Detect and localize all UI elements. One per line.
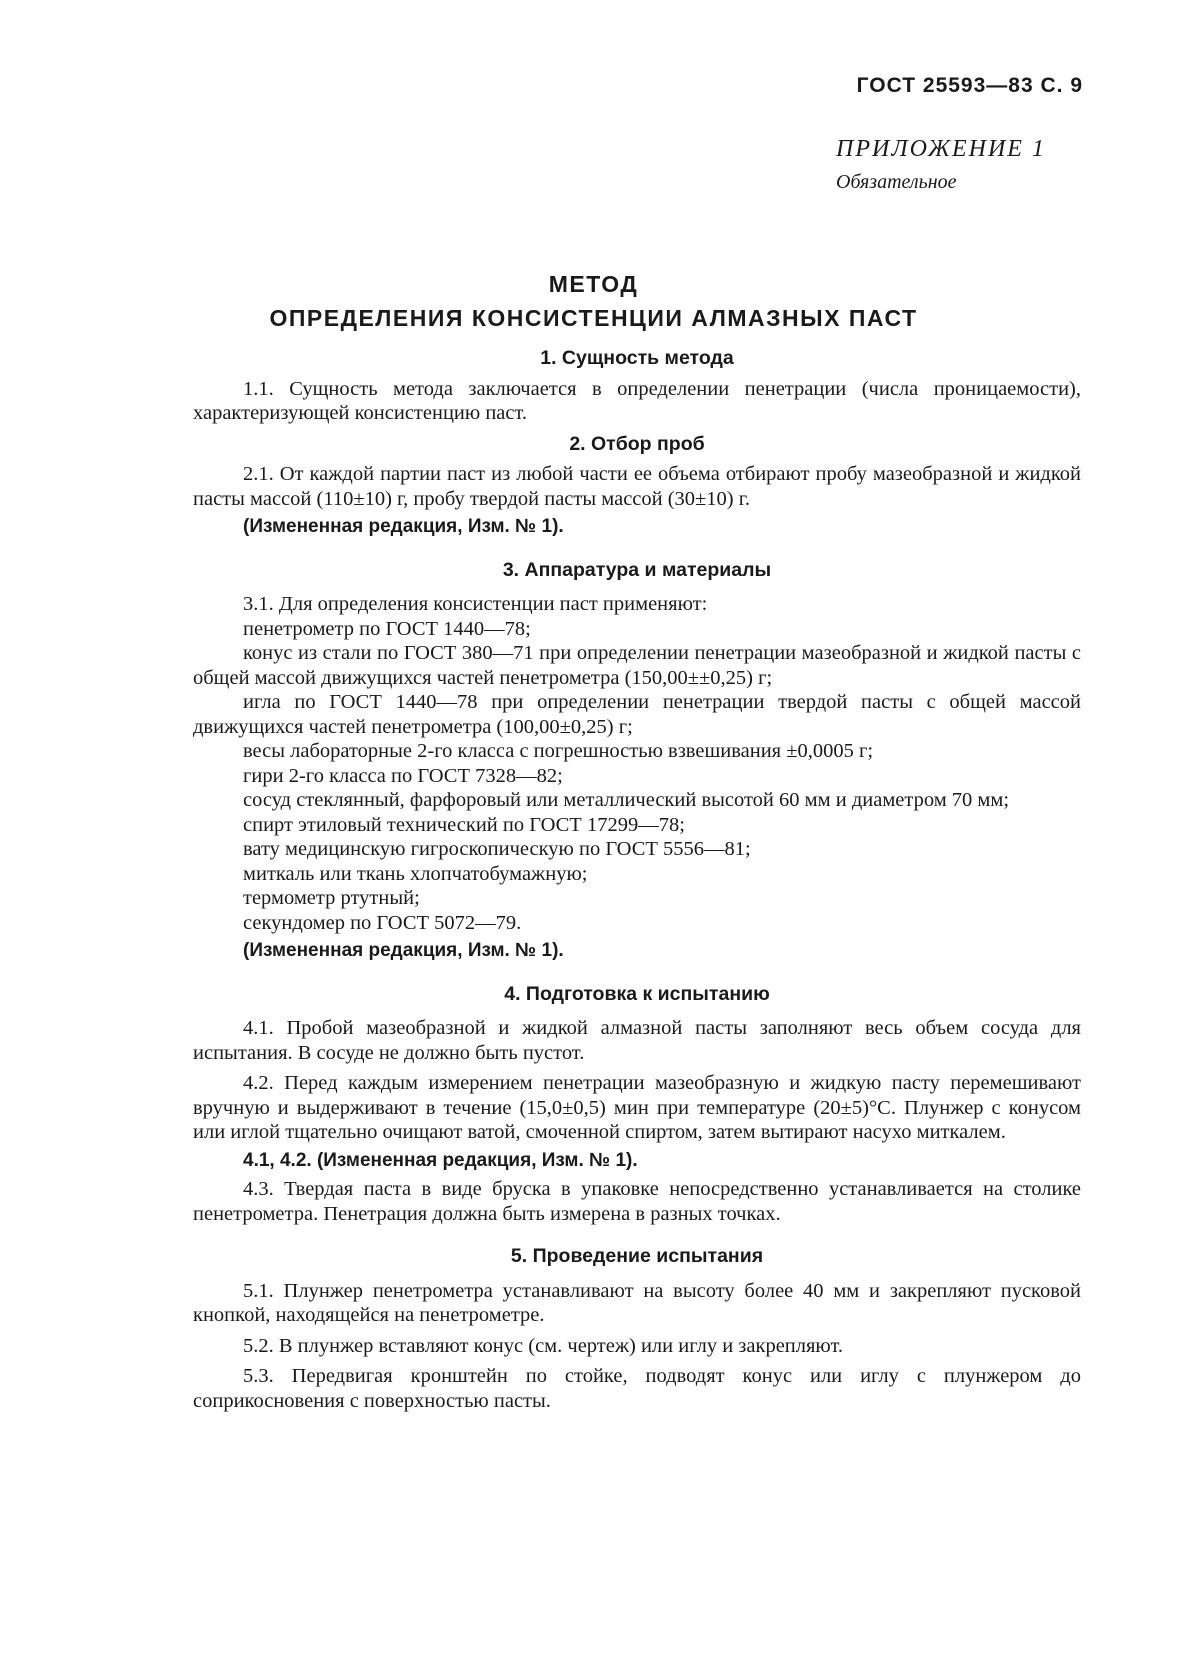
amendment-note-4: 4.1, 4.2. (Измененная редакция, Изм. № 1).: [243, 1149, 638, 1171]
paragraph-4-2: 4.2. Перед каждым измерением пенетрации мазеобразную и жидкую пасту перемешивают вручную и выдерживают в течение (15,0±0,5) мин при температуре (20±5)°С. Плунжер с конусом или иглой тщательно очищают ватой, смоченной спиртом, затем вытирают насухо миткалем.: [193, 1072, 1081, 1143]
amendment-note-3: (Измененная редакция, Изм. № 1).: [243, 940, 564, 961]
appendix-block: [836, 136, 1046, 194]
list-item: пенетрометр по ГОСТ 1440—78;: [243, 617, 531, 640]
appendix-status: Обязательное: [836, 171, 957, 193]
materials-list: [193, 617, 1081, 936]
document-title: [0, 267, 1187, 335]
section-4-heading: 4. Подготовка к испытанию: [504, 982, 770, 1005]
paragraph-4-3: 4.3. Твердая паста в виде бруска в упаковке непосредственно устанавливается на столике пенетрометра. Пенетрация должна быть измерена в разных точках.: [193, 1178, 1081, 1225]
paragraph-2-1: 2.1. От каждой партии паст из любой части ее объема отбирают пробу мазеобразной и жидкой пасты массой (110±10) г, пробу твердой пасты массой (30±10) г.: [193, 463, 1081, 510]
paragraph-1-1: 1.1. Сущность метода заключается в определении пенетрации (числа проницаемости), характеризующей консистенцию паст.: [193, 377, 1081, 424]
section-1-heading: 1. Сущность метода: [540, 347, 734, 369]
amendment-note-2: (Измененная редакция, Изм. № 1).: [243, 516, 564, 537]
appendix-title: ПРИЛОЖЕНИЕ 1: [836, 136, 1046, 162]
list-item: сосуд стеклянный, фарфоровый или металлический высотой 60 мм и диаметром 70 мм;: [243, 789, 1010, 811]
list-item: спирт этиловый технический по ГОСТ 17299—78;: [243, 813, 685, 836]
paragraph-5-1: 5.1. Плунжер пенетрометра устанавливают на высоту более 40 мм и закрепляют пусковой кнопкой, находящейся на пенетрометре.: [193, 1279, 1081, 1326]
page-header: ГОСТ 25593—83 С. 9: [856, 74, 1083, 97]
list-item: секундомер по ГОСТ 5072—79.: [243, 911, 522, 934]
paragraph-4-1: 4.1. Пробой мазеобразной и жидкой алмазной пасты заполняют весь объем сосуда для испытания. В сосуде не должно быть пустот.: [193, 1017, 1081, 1064]
section-3-heading: 3. Аппаратура и материалы: [502, 558, 772, 581]
list-item: весы лабораторные 2-го класса с погрешностью взвешивания ±0,0005 г;: [243, 740, 874, 762]
title-line-1: МЕТОД: [548, 271, 639, 297]
list-item: гири 2-го класса по ГОСТ 7328—82;: [243, 764, 563, 787]
section-2-heading: 2. Отбор проб: [569, 432, 705, 455]
section-5-heading: 5. Проведение испытания: [510, 1245, 764, 1267]
list-item: игла по ГОСТ 1440—78 при определении пенетрации твердой пасты с общей массой движущихся частей пенетрометра (100,00±0,25) г;: [193, 691, 1081, 738]
list-item: термометр ртутный;: [243, 887, 420, 909]
list-item: вату медицинскую гигроскопическую по ГОСТ 5556—81;: [243, 838, 751, 860]
title-line-2: ОПРЕДЕЛЕНИЯ КОНСИСТЕНЦИИ АЛМАЗНЫХ ПАСТ: [269, 305, 918, 331]
document-body: [193, 340, 1081, 1413]
list-item: миткаль или ткань хлопчатобумажную;: [243, 862, 588, 885]
list-item: конус из стали по ГОСТ 380—71 при определении пенетрации мазеобразной и жидкой пасты с общей массой движущихся частей пенетрометра (150,00±±0,25) г;: [193, 642, 1081, 689]
paragraph-5-3: 5.3. Передвигая кронштейн по стойке, подводят конус или иглу с плунжером до соприкосновения с поверхностью пасты.: [193, 1365, 1081, 1412]
paragraph-3-1: 3.1. Для определения консистенции паст применяют:: [243, 593, 708, 615]
paragraph-5-2: 5.2. В плунжер вставляют конус (см. чертеж) или иглу и закрепляют.: [243, 1334, 844, 1357]
